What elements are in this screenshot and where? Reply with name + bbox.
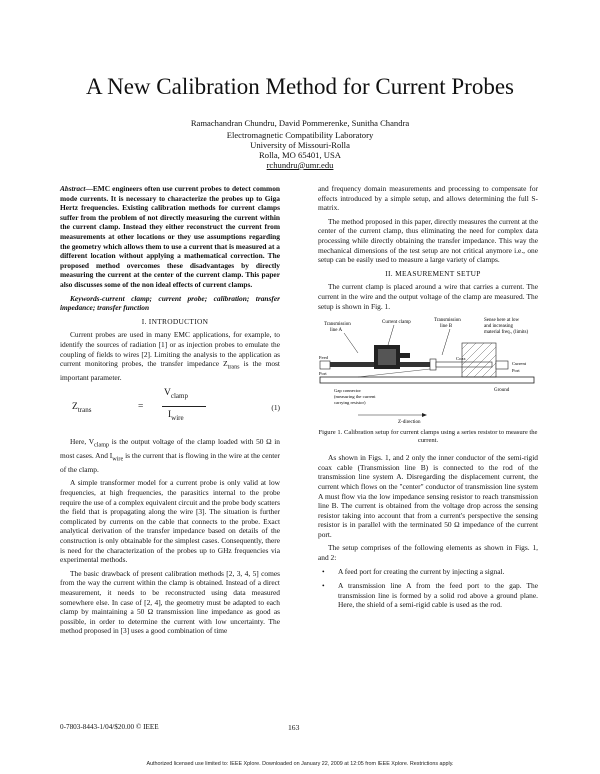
label-z-direction: Z-direction	[398, 420, 421, 426]
leader-gap	[358, 369, 430, 377]
author-list: Ramachandran Chundru, David Pommerenke, Sunitha Chandra	[190, 118, 410, 128]
footer-page-number: 163	[288, 723, 300, 732]
author-email[interactable]	[0, 160, 600, 170]
eq-numerator: $V_{clamp}$	[164, 387, 188, 400]
abstract	[60, 184, 280, 290]
intro-paragraph-3: A simple transformer model for a current probe is only valid at low frequencies, at high frequencies, the parasitics internal to the probe require the use of a complex equivalent circuit and the probe body scatters the field that is propagating along the wire [3]. The situation is further complicated by currents on the cable that connects to the probe. Exact analytical derivation of the transfer impedance based on details of the construction is only obtainable for the simplest cases. Consequently, there is need for the characterization of the probes up to GHz frequencies via experimental methods.	[60, 478, 280, 565]
bullet-text: A transmission line A from the feed port to the gap. The transmission line is formed by a solid rod above a ground plane. Here, the shield of a semi-rigid cable is used as the rod.	[338, 581, 538, 610]
label-line-b: line B	[440, 324, 453, 330]
right-paragraph-5: The setup comprises of the following elements as shown in Figs. 1, and 2:	[318, 543, 538, 563]
leader-clamp	[388, 325, 394, 345]
leader-line-b	[442, 329, 450, 355]
label-line-a: line A	[330, 328, 343, 334]
eq-denominator: $I_{wire}$	[168, 409, 184, 422]
feed-port	[320, 361, 330, 369]
right-paragraph-2: The method proposed in this paper, directly measures the current at the center of the current clamp, thus eliminating the need for complex data processing while directly obtaining the transfer impedance. This way the mechanical dimensions of the test setup are not critical anymore i.e., one setup can be easily used to measure a large variety of clamps.	[318, 216, 538, 265]
intro-p1-text-end: is the most important parameter.	[60, 359, 280, 383]
current-port	[496, 361, 508, 369]
footer-isbn: 0-7803-8443-1/04/$20.00 © IEEE	[60, 723, 159, 731]
eq-equals: =	[138, 401, 144, 412]
bullet-item	[318, 581, 538, 610]
label-ground: Ground	[494, 388, 510, 394]
equation-1	[60, 387, 280, 431]
left-column	[60, 184, 280, 640]
intro-paragraph-1	[60, 330, 280, 382]
label-feed: Feed	[319, 355, 328, 361]
intro-p1-sub: trans	[227, 364, 240, 371]
label-transmission-line-b: Transmission	[434, 318, 461, 324]
label-coax: Coax	[456, 356, 466, 362]
label-sense: Sense here at low	[484, 318, 520, 324]
section-heading-measurement-setup: II. MEASUREMENT SETUP	[385, 268, 481, 278]
label-sense-3: material freq., (limits)	[484, 330, 529, 336]
affiliation-city: Rolla, MO 65401, USA	[259, 150, 341, 160]
z-arrow-head	[422, 413, 427, 417]
label-gap-2: (measuring the current	[334, 394, 376, 400]
abstract-text: —EMC engineers often use current probes to detect common mode currents. It is necessary to characterize the probes up to Giga Hertz frequencies. Existing calibration methods for current clamps suffer from the problem of not directly measuring the current within the current clamp. Instead they either reconstruct the current from measurements at other locations or they use assumptions regarding the geometry which allows them to use a current that is measured at a different location without applying a mathematical correction. The proposed method overcomes these disadvantages by directly measuring the current at the center of the current clamp. This paper also discusses some of the non ideal effects of current clamps.	[60, 184, 280, 289]
keywords-label: Keywords	[70, 293, 100, 303]
keywords	[60, 294, 280, 313]
ground-plane	[320, 377, 534, 383]
figure-1-calibration-setup	[318, 315, 538, 427]
bullet-dot: •	[322, 566, 325, 576]
label-gap-3: carrying resistor)	[334, 400, 366, 406]
intro-paragraph-2: Here, $V_{clamp}$ is the output voltage of the clamp loaded with 50 Ω in most cases. And $I_{wire}$ is the current that is flowing in the wire at the center of the clamp.	[60, 436, 280, 474]
affiliation-lab: Electromagnetic Compatibility Laboratory	[226, 130, 374, 140]
label-sense-2: and increasing	[484, 324, 514, 330]
clamp-connector	[400, 353, 410, 358]
email-link[interactable]: rchundru@umr.edu	[266, 160, 334, 170]
label-port: Port	[319, 371, 327, 377]
label-gap-connector: Gap connector	[334, 388, 361, 394]
eq-number: (1)	[271, 402, 280, 412]
bullet-dot: •	[322, 581, 325, 591]
keywords-text: -current clamp; current probe; calibration; transfer impedance; transfer function	[60, 293, 280, 313]
section-heading-introduction: I. INTRODUCTION	[141, 316, 209, 326]
right-paragraph-4: As shown in Figs. 1, and 2 only the inner conductor of the semi-rigid coax cable (Transmission line B) is connected to the rod of the transmission line system A. Disregarding the displacement current, the current which flows on the "center" conductor of transmission line system A must flow via the low impedance sensing resistor to reach transmission line B. The current is obtained from the voltage drop across the sensing resistor taking into account that from a current's perspective the sensing resistor is in parallel with the terminated 50 Ω impedance of the current port.	[318, 453, 538, 539]
figure-1-caption: Figure 1. Calibration setup for current clamps using a series resistor to measure the current.	[318, 429, 538, 445]
label-transmission-line-a: Transmission	[324, 322, 351, 328]
right-paragraph-3: The current clamp is placed around a wire that carries a current. The current in the wire and the output voltage of the clamp are measured. The setup is shown in Fig. 1.	[318, 282, 538, 311]
bullet-text: A feed port for creating the current by injecting a signal.	[338, 566, 505, 576]
leader-line-a	[344, 333, 358, 353]
label-current-clamp: Current clamp	[382, 320, 411, 326]
gap-resistor	[430, 359, 436, 370]
eq-fraction-bar	[162, 406, 206, 407]
paper-title: A New Calibration Method for Current Probes	[86, 74, 514, 99]
authorization-notice: Authorized licensed use limited to: IEEE Xplore. Downloaded on January 22, 2009 at 12:05 from IEEE Xplore. Restrictions apply.	[146, 761, 454, 767]
intro-p1-text: Current probes are used in many EMC applications, for example, to identify the sources of radiation [1] or as injection probes to emulate the coupling of fields to wires [2]. Limiting the analysis to the application as current monitoring probes, the transfer impedance Z	[60, 330, 280, 369]
label-port-2: Port	[512, 368, 520, 374]
affiliation-university: University of Missouri-Rolla	[250, 140, 350, 150]
clamp-core	[378, 349, 396, 365]
right-paragraph-1: and frequency domain measurements and processing to compensate for effects introduced by a simple setup, and allows determining the full S-matrix.	[318, 184, 538, 213]
intro-paragraph-4: The basic drawback of present calibration methods [2, 3, 4, 5] comes from the way the current within the clamp is obtained. Instead of a direct measurement, it needs to be reconstructed using data measured somewhere else. In case of [2, 4], the geometry must be adapted to each clamp by maintaining a 50 Ω transmission line impedance as good as possible, in order to determine the current with low uncertainty. The method proposed in [3] uses a good combination of time	[60, 568, 280, 636]
right-column	[318, 184, 538, 615]
abstract-label: Abstract	[60, 184, 86, 193]
bullet-item	[318, 567, 538, 577]
eq-lhs: $Z_{trans}$	[72, 401, 92, 414]
label-current: Current	[512, 361, 527, 367]
